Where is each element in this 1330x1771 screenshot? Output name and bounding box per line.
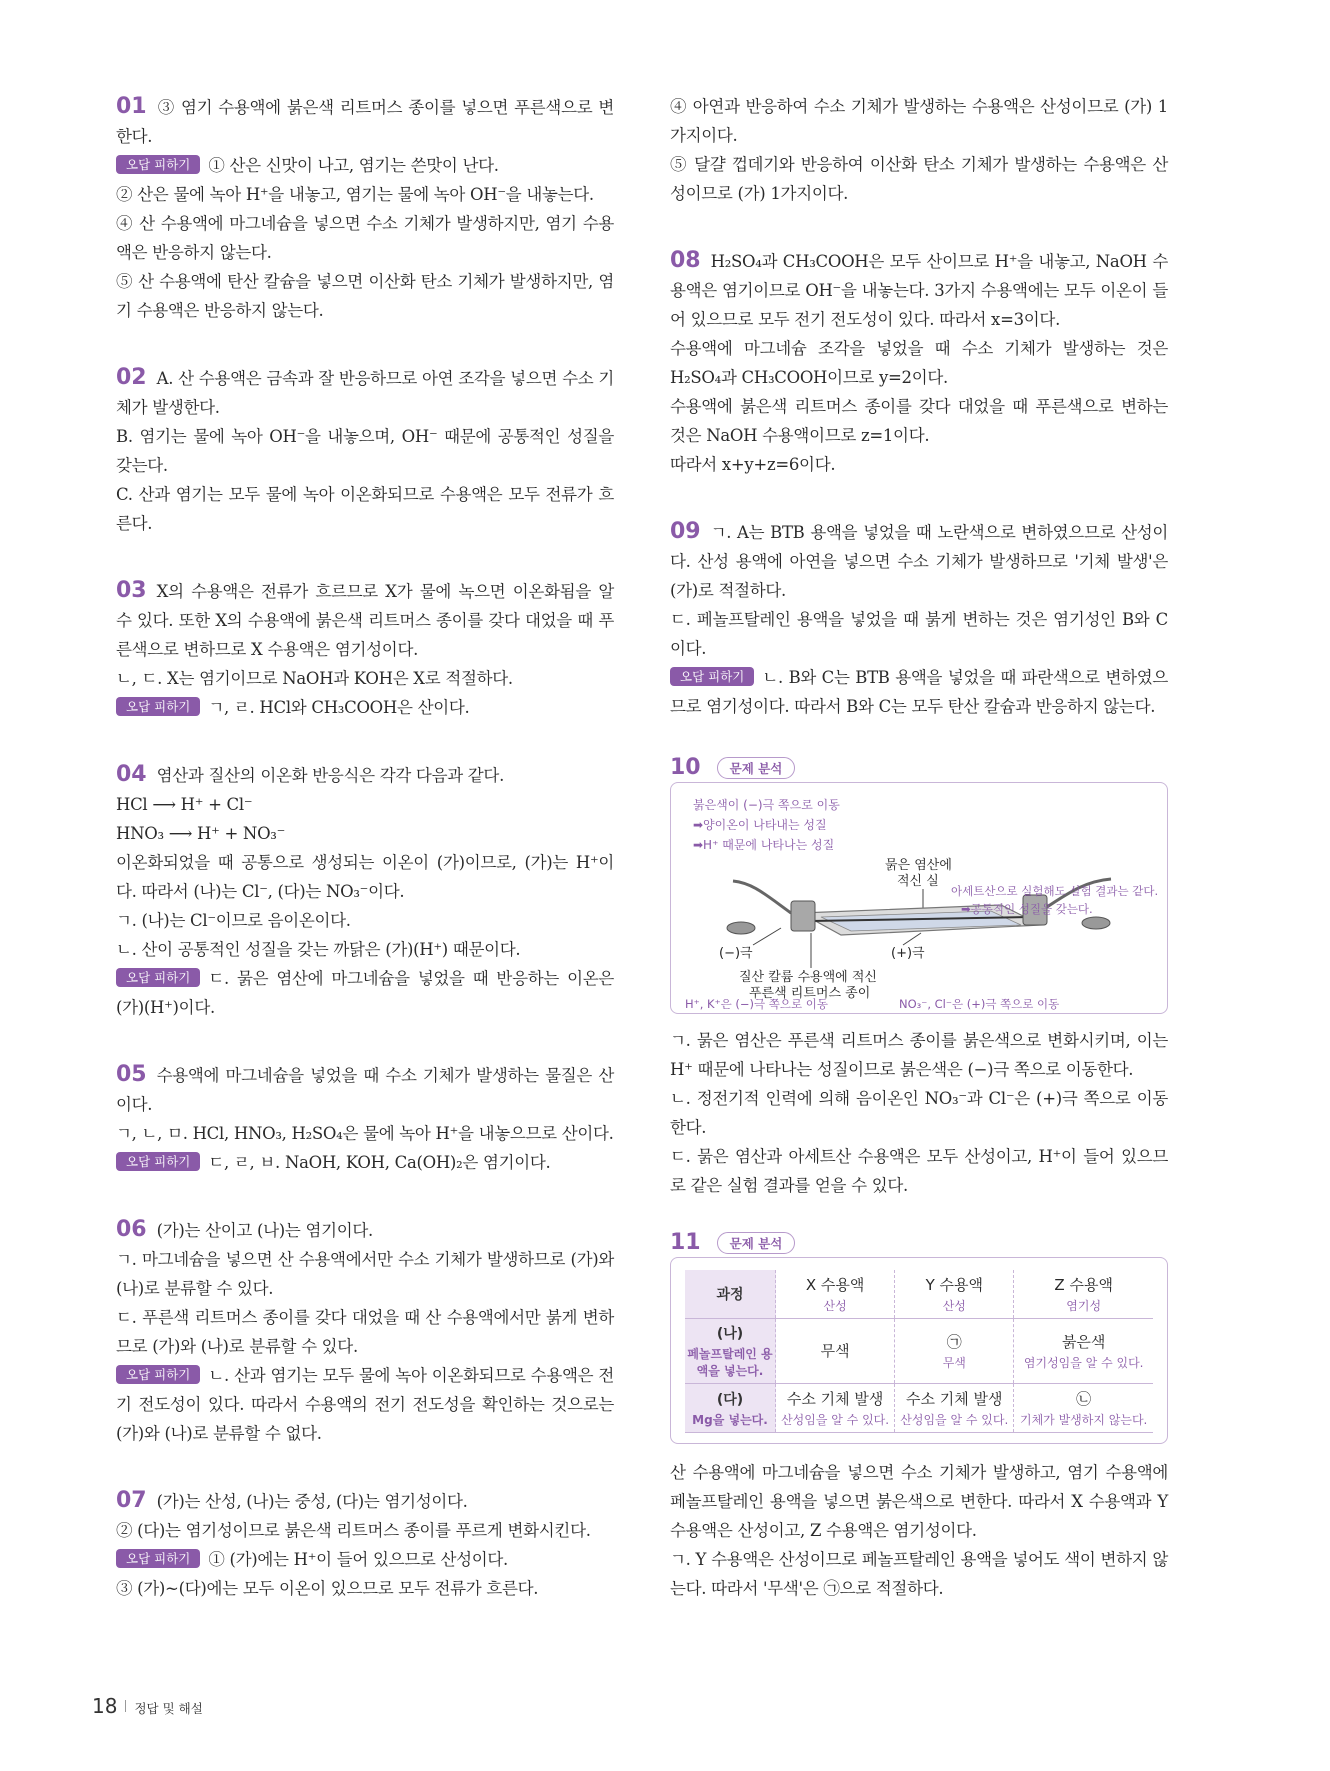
table-header-row: 과정 X 수용액 산성 Y 수용액 산성 Z 수용액 염기성 — [685, 1270, 1153, 1319]
result-table-box — [670, 1257, 1168, 1444]
answer-01: 01 ③ 염기 수용액에 붉은색 리트머스 종이를 넣으면 푸른색으로 변한다. 오답 피하기 ① 산은 신맛이 나고, 염기는 쓴맛이 난다. ② 산은 물에 녹아 H⁺을 내놓고, 염기는 물에 녹아 OH⁻을 내놓는다. ④ 산 수용액에 마그네슘을 넣으면 수소 기체가 발생하지만, 염기 수용액은 반응하지 않는다. ⑤ 산 수용액에 탄산 칼슘을 넣으면 이산화 탄소 기체가 발생하지만, 염기 수용액은 반응하지 않는다. — [116, 94, 614, 320]
side-note-1: 아세트산으로 실험해도 실험 결과는 같다. — [951, 884, 1159, 898]
diagram-note-1: 붉은색이 (−)극 쪽으로 이동 — [693, 798, 840, 812]
experiment-diagram — [670, 782, 1168, 1014]
answer-08: 08 H₂SO₄과 CH₃COOH은 모두 산이므로 H⁺을 내놓고, NaOH 수용액은 염기이므로 OH⁻을 내놓는다. 3가지 수용액에는 모두 이온이 들어 있으므로 모두 전기 전도성이 있다. 따라서 x=3이다. 수용액에 마그네슘 조각을 넣었을 때 수소 기체가 발생하는 것은 H₂SO₄과 CH₃COOH이므로 y=2이다. 수용액에 붉은색 리트머스 종이를 갖다 대었을 때 푸른색으로 변하는 것은 NaOH 수용액이므로 z=1이다. 따라서 x+y+z=6이다. — [670, 248, 1168, 474]
avoid-error-badge: 오답 피하기 — [116, 1152, 200, 1171]
avoid-error-badge: 오답 피하기 — [116, 697, 200, 716]
avoid-error-badge: 오답 피하기 — [670, 667, 754, 686]
side-note-2: ➡공통적인 성질을 갖는다. — [961, 902, 1093, 916]
diagram-note-3: ➡H⁺ 때문에 나타나는 성질 — [693, 838, 835, 852]
avoid-error-badge: 오답 피하기 — [116, 155, 200, 174]
answer-04: 04 염산과 질산의 이온화 반응식은 각각 다음과 같다. HCl ⟶ H⁺ + Cl⁻ HNO₃ ⟶ H⁺ + NO₃⁻ 이온화되었을 때 공통으로 생성되는 이온이 (가)이므로, (가)는 H⁺이다. 따라서 (나)는 Cl⁻, (다)는 NO₃⁻이다. ㄱ. (나)는 Cl⁻이므로 음이온이다. ㄴ. 산이 공통적인 성질을 갖는 까닭은 (가)(H⁺) 때문이다. 오답 피하기 ㄷ. 묽은 염산에 마그네슘을 넣었을 때 반응하는 이온은 (가)(H⁺)이다. — [116, 762, 614, 1017]
answer-10: 10 문제 분석 붉은색이 (−)극 쪽으로 이동 ➡양이온이 나타내는 성질 ➡H⁺ 때문에 나타나는 성질 묽은 염산에 적신 실 (−)극 (+)극 질산 칼륨 수용액에 적신 푸른색 리트머스 종이 아세트산으로 실험해도 실험 결과는 같다. ➡공통적인 성질을 갖는다. H⁺, K⁺은 (−)극 쪽으로 이동 NO₃⁻, Cl⁻은 (+)극 쪽으로 이동 ㄱ. 묽은 염산은 푸른색 리트머스 종이를 붉은색으로 변화시키며, 이는 H⁺ 때문에 나타나는 성질이므로 붉은색은 (−)극 쪽으로 이동한다. ㄴ. 정전기적 인력에 의해 음이온인 NO₃⁻과 Cl⁻은 (+)극 쪽으로 이동한다. ㄷ. 묽은 염산과 아세트산 수용액은 모두 산성이고, H⁺이 들어 있으므로 같은 실험 결과를 얻을 수 있다. — [670, 755, 1168, 1195]
answer-07: 07 (가)는 산성, (나)는 중성, (다)는 염기성이다. ② (다)는 염기성이므로 붉은색 리트머스 종이를 푸르게 변화시킨다. 오답 피하기 ① (가)에는 H⁺이 들어 있으므로 산성이다. ③ (가)~(다)에는 모두 이온이 있으므로 모두 전류가 흐른다. — [116, 1488, 591, 1598]
answer-11: 11 문제 분석 과정 X 수용액 산성 Y 수용액 산성 Z 수용액 염기성 (나) 페놀프탈레인 용액을 넣는다. 무색 ㉠ 무색 붉은색 염기성임을 알 수 있다. (다) Mg을 넣는다. 수소 기체 발생 산성임을 알 수 있다. 수소 기체 발생 산성임을 알 수 있다. ㉡ 기체가 발생하지 않는다. 산 수용액에 마그네슘을 넣으면 수소 기체가 발생하고, 염기 수용액에 페놀프탈레인 용액을 넣으면 붉은색으로 변한다. 따라서 X 수용액과 Y 수용액은 산성이고, Z 수용액은 염기성이다. ㄱ. Y 수용액은 산성이므로 페놀프탈레인 용액을 넣어도 색이 변하지 않는다. 따라서 '무색'은 ㉠으로 적절하다. — [670, 1230, 1168, 1598]
left-column — [116, 92, 614, 1633]
anion-movement-note: NO₃⁻, Cl⁻은 (+)극 쪽으로 이동 — [899, 997, 1060, 1011]
paper-label-2: 푸른색 리트머스 종이 — [749, 986, 871, 1001]
paper-label-1: 질산 칼륨 수용액에 적신 — [739, 970, 877, 985]
footer-divider — [125, 1700, 126, 1712]
answer-07-continued: ④ 아연과 반응하여 수소 기체가 발생하는 수용액은 산성이므로 (가) 1가지이다. ⑤ 달걀 껍데기와 반응하여 이산화 탄소 기체가 발생하는 수용액은 산성이므로 (가) 1가지이다. — [670, 97, 1168, 203]
electrophoresis-figure — [671, 783, 1166, 1013]
avoid-error-badge: 오답 피하기 — [116, 1365, 200, 1384]
thread-label-2: 적신 실 — [897, 874, 939, 889]
page-number: 18 — [92, 1694, 118, 1718]
answer-03: 03 X의 수용액은 전류가 흐르므로 X가 물에 녹으면 이온화됨을 알 수 있다. 또한 X의 수용액에 붉은색 리트머스 종이를 갖다 대었을 때 푸른색으로 변하므로 X 수용액은 염기성이다. ㄴ, ㄷ. X는 염기이므로 NaOH과 KOH은 X로 적절하다. 오답 피하기 ㄱ, ㄹ. HCl와 CH₃COOH은 산이다. — [116, 578, 614, 717]
left-clip — [791, 901, 815, 931]
avoid-error-badge: 오답 피하기 — [116, 968, 200, 987]
footer-label: 정답 및 해설 — [134, 1701, 203, 1716]
positive-pole-label: (+)극 — [891, 946, 925, 961]
analysis-tag: 문제 분석 — [717, 1232, 796, 1254]
thread-label-1: 묽은 염산에 — [885, 858, 952, 873]
answer-09: 09 ㄱ. A는 BTB 용액을 넣었을 때 노란색으로 변하였으므로 산성이다. 산성 용액에 아연을 넣으면 수소 기체가 발생하므로 '기체 발생'은 (가)로 적절하다. ㄷ. 페놀프탈레인 용액을 넣었을 때 붉게 변하는 것은 염기성인 B와 C이다. 오답 피하기 ㄴ. B와 C는 BTB 용액을 넣었을 때 파란색으로 변하였으므로 염기성이다. 따라서 B와 C는 모두 탄산 칼슘과 반응하지 않는다. — [670, 519, 1168, 716]
analysis-tag: 문제 분석 — [717, 757, 796, 779]
answer-02: 02 A. 산 수용액은 금속과 잘 반응하므로 아연 조각을 넣으면 수소 기체가 발생한다. B. 염기는 물에 녹아 OH⁻을 내놓으며, OH⁻ 때문에 공통적인 성질을 갖는다. C. 산과 염기는 모두 물에 녹아 이온화되므로 수용액은 모두 전류가 흐른다. — [116, 365, 614, 533]
result-table — [685, 1270, 1153, 1433]
page-footer — [92, 1694, 203, 1718]
diagram-note-2: ➡양이온이 나타내는 성질 — [693, 818, 827, 832]
table-row: (다) Mg을 넣는다. 수소 기체 발생 산성임을 알 수 있다. 수소 기체 발생 산성임을 알 수 있다. ㉡ 기체가 발생하지 않는다. — [685, 1384, 1153, 1433]
avoid-error-badge: 오답 피하기 — [116, 1549, 200, 1568]
negative-pole-label: (−)극 — [719, 946, 753, 961]
table-row: (나) 페놀프탈레인 용액을 넣는다. 무색 ㉠ 무색 붉은색 염기성임을 알 수 있다. — [685, 1319, 1153, 1384]
answer-05: 05 수용액에 마그네슘을 넣었을 때 수소 기체가 발생하는 물질은 산이다. ㄱ, ㄴ, ㅁ. HCl, HNO₃, H₂SO₄은 물에 녹아 H⁺을 내놓으므로 산이다. 오답 피하기 ㄷ, ㄹ, ㅂ. NaOH, KOH, Ca(OH)₂은 염기이다. — [116, 1062, 614, 1172]
cation-movement-note: H⁺, K⁺은 (−)극 쪽으로 이동 — [685, 997, 828, 1011]
right-column — [670, 92, 1168, 1633]
answer-06: 06 (가)는 산이고 (나)는 염기이다. ㄱ. 마그네슘을 넣으면 산 수용액에서만 수소 기체가 발생하므로 (가)와 (나)로 분류할 수 있다. ㄷ. 푸른색 리트머스 종이를 갖다 대었을 때 산 수용액에서만 붉게 변하므로 (가)와 (나)로 분류할 수 있다. 오답 피하기 ㄴ. 산과 염기는 모두 물에 녹아 이온화되므로 수용액은 전기 전도성이 있다. 따라서 수용액의 전기 전도성을 확인하는 것으로는 (가)와 (나)로 분류할 수 없다. — [116, 1217, 614, 1443]
